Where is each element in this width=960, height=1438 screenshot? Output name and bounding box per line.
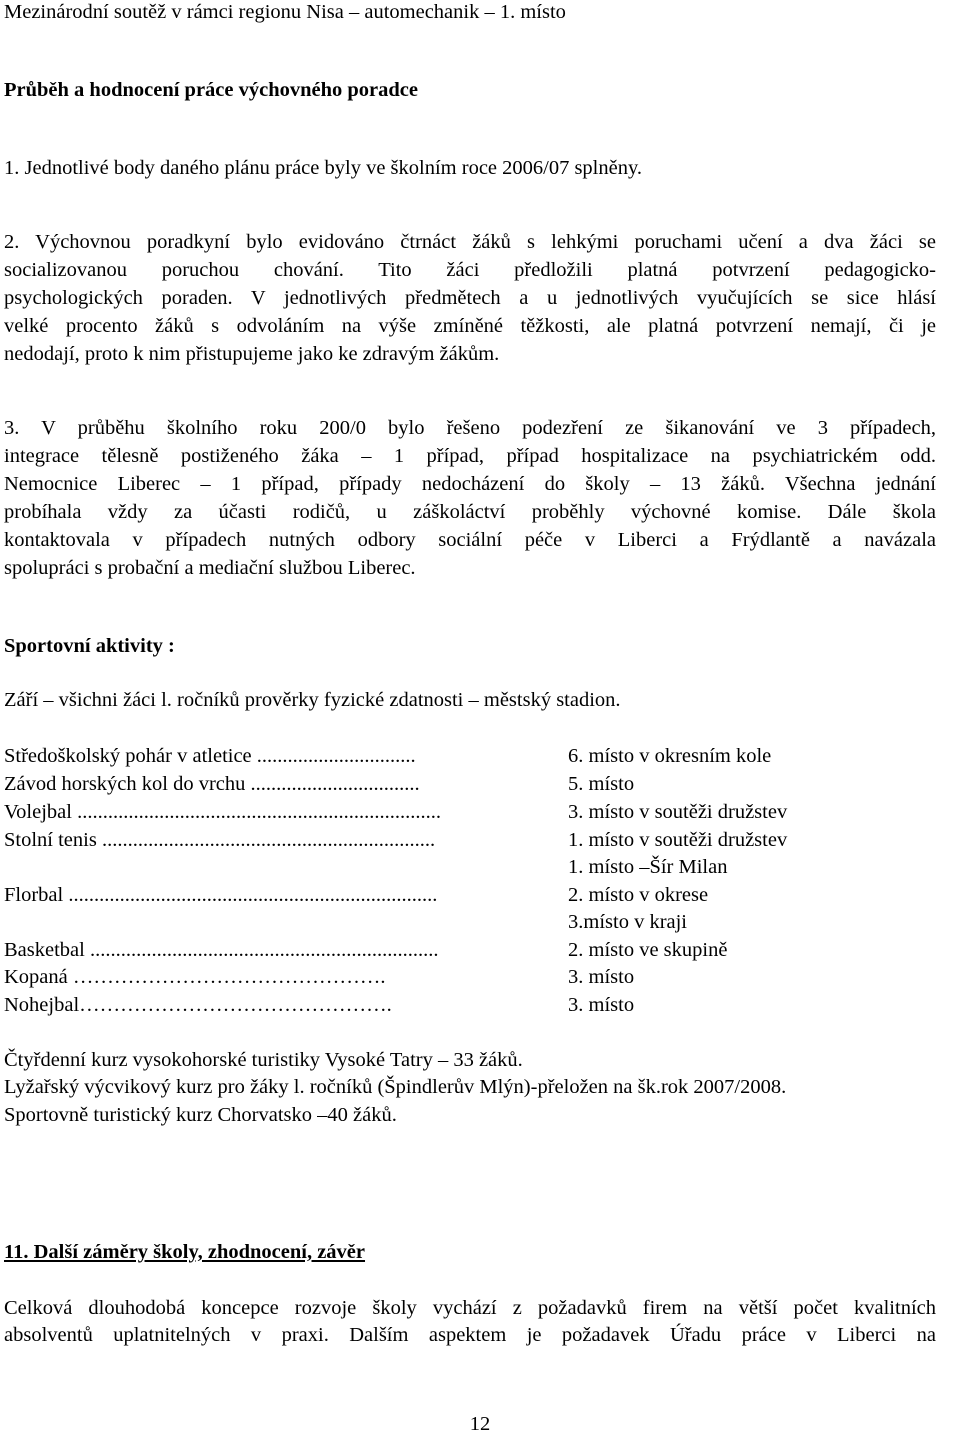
section-title-11: 11. Další záměry školy, zhodnocení, závěr (4, 1241, 366, 1263)
sports-result-place: 1. místo v soutěži družstev (568, 829, 788, 851)
sports-result-name: Závod horských kol do vrchu ................................. (4, 773, 420, 795)
sports-result-place: 2. místo ve skupině (568, 939, 728, 961)
sports-result-name: Volejbal ....................................................................... (4, 801, 441, 823)
counseling-item-3-line: 3. V průběhu školního roku 200/0 bylo řešeno podezření ze šikanování ve 3 případech, (4, 417, 936, 439)
counseling-item-3-line: integrace tělesně postiženého žáka – 1 případ, případ hospitalizace na psychiatrickém odd. (4, 445, 936, 467)
sports-result-place: 1. místo –Šír Milan (568, 856, 728, 878)
counseling-item-1: 1. Jednotlivé body daného plánu práce byly ve školním roce 2006/07 splněny. (4, 157, 643, 179)
section-11-line: Celková dlouhodobá koncepce rozvoje školy vychází z požadavků firem na větší počet kvalitních (4, 1297, 936, 1319)
sports-result-place: 3. místo (568, 994, 635, 1016)
counseling-item-2-line: psychologických poraden. V jednotlivých předmětech a u jednotlivých vyučujících se sice hlásí (4, 287, 936, 309)
sports-course: Sportovně turistický kurz Chorvatsko –40 žáků. (4, 1104, 397, 1126)
counseling-item-3-line: spolupráci s probační a mediační službou Liberec. (4, 557, 416, 579)
page-number: 12 (469, 1413, 491, 1435)
sports-result-name: Středoškolský pohár v atletice ............................... (4, 745, 416, 767)
counseling-item-2-line: 2. Výchovnou poradkyní bylo evidováno čtrnáct žáků s lehkými poruchami učení a dva žáci se (4, 231, 936, 253)
counseling-item-3-line: kontaktovala v případech nutných odbory sociální péče v Liberci a Frýdlantě a navázala (4, 529, 936, 551)
sports-result-place: 5. místo (568, 773, 635, 795)
section-11-line: absolventů uplatnitelných v praxi. Dalším aspektem je požadavek Úřadu práce v Liberci na (4, 1324, 936, 1346)
sports-result-place: 3. místo (568, 966, 635, 988)
sports-result-place: 3. místo v soutěži družstev (568, 801, 788, 823)
sports-intro: Září – všichni žáci l. ročníků prověrky fyzické zdatnosti – městský stadion. (4, 689, 621, 711)
counseling-item-3-line: probíhala vždy za účasti rodičů, u záškoláctví proběhly výchovné komise. Dále škola (4, 501, 936, 523)
sports-result-name: Stolní tenis ................................................................. (4, 829, 436, 851)
sports-result-name: Florbal ........................................................................ (4, 884, 438, 906)
sports-result-name: Kopaná ………………………………………. (4, 966, 386, 988)
header-line: Mezinárodní soutěž v rámci regionu Nisa – automechanik – 1. místo (4, 1, 566, 23)
sports-result-name: Nohejbal………………………………………. (4, 994, 392, 1016)
section-title-sports: Sportovní aktivity : (4, 635, 175, 657)
sports-course: Lyžařský výcvikový kurz pro žáky l. ročníků (Špindlerův Mlýn)-přeložen na šk.rok 2007/2008. (4, 1076, 787, 1098)
counseling-item-2-line: nedodají, proto k nim přistupujeme jako ke zdravým žákům. (4, 343, 500, 365)
counseling-item-3-line: Nemocnice Liberec – 1 případ, případy nedocházení do školy – 13 žáků. Všechna jednání (4, 473, 936, 495)
sports-result-place: 2. místo v okrese (568, 884, 709, 906)
sports-course: Čtyřdenní kurz vysokohorské turistiky Vysoké Tatry – 33 žáků. (4, 1049, 523, 1071)
sports-result-name: Basketbal .................................................................... (4, 939, 439, 961)
counseling-item-2-line: velké procento žáků s odvoláním na výše zmíněné těžkosti, ale platná potvrzení nemají, či je (4, 315, 936, 337)
sports-result-place: 6. místo v okresním kole (568, 745, 772, 767)
section-title-counseling: Průběh a hodnocení práce výchovného poradce (4, 79, 418, 101)
sports-result-place: 3.místo v kraji (568, 911, 688, 933)
counseling-item-2-line: socializovanou poruchou chování. Tito žáci předložili platná potvrzení pedagogicko- (4, 259, 936, 281)
